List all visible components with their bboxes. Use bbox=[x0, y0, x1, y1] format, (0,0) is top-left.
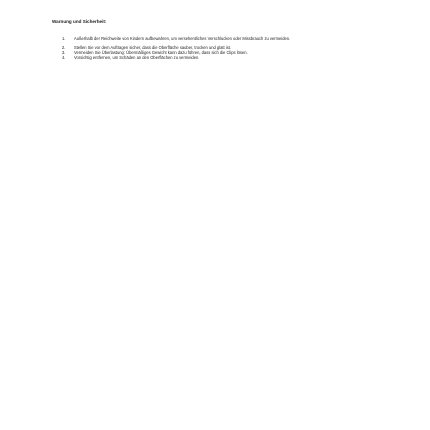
warning-list bbox=[62, 36, 380, 61]
section-heading: Warnung und Sicherheit: bbox=[52, 19, 107, 24]
list-item-text: Vermeiden Sie Überlastung: Übermäßiges Gewicht kann dazu führen, dass sich die Clips lösen. bbox=[74, 50, 248, 56]
list-item-number: 3. bbox=[62, 50, 66, 56]
list-item-text: Vorsichtig entfernen, um Schäden an den Oberflächen zu vermeiden. bbox=[74, 55, 200, 61]
list-item-number: 1. bbox=[62, 36, 66, 41]
list-item bbox=[62, 55, 380, 60]
list-item-number: 2. bbox=[62, 44, 66, 50]
list-item-number: 4. bbox=[62, 55, 66, 61]
list-item-text: Außerhalb der Reichweite von Kindern aufbewahren, um versehentliches Verschlucken oder Missbrauch zu vermeiden. bbox=[74, 36, 291, 41]
list-item bbox=[62, 36, 380, 41]
list-item-text: Stellen Sie vor dem Auftragen sicher, dass die Oberfläche sauber, trocken und glatt ist. bbox=[74, 44, 232, 50]
